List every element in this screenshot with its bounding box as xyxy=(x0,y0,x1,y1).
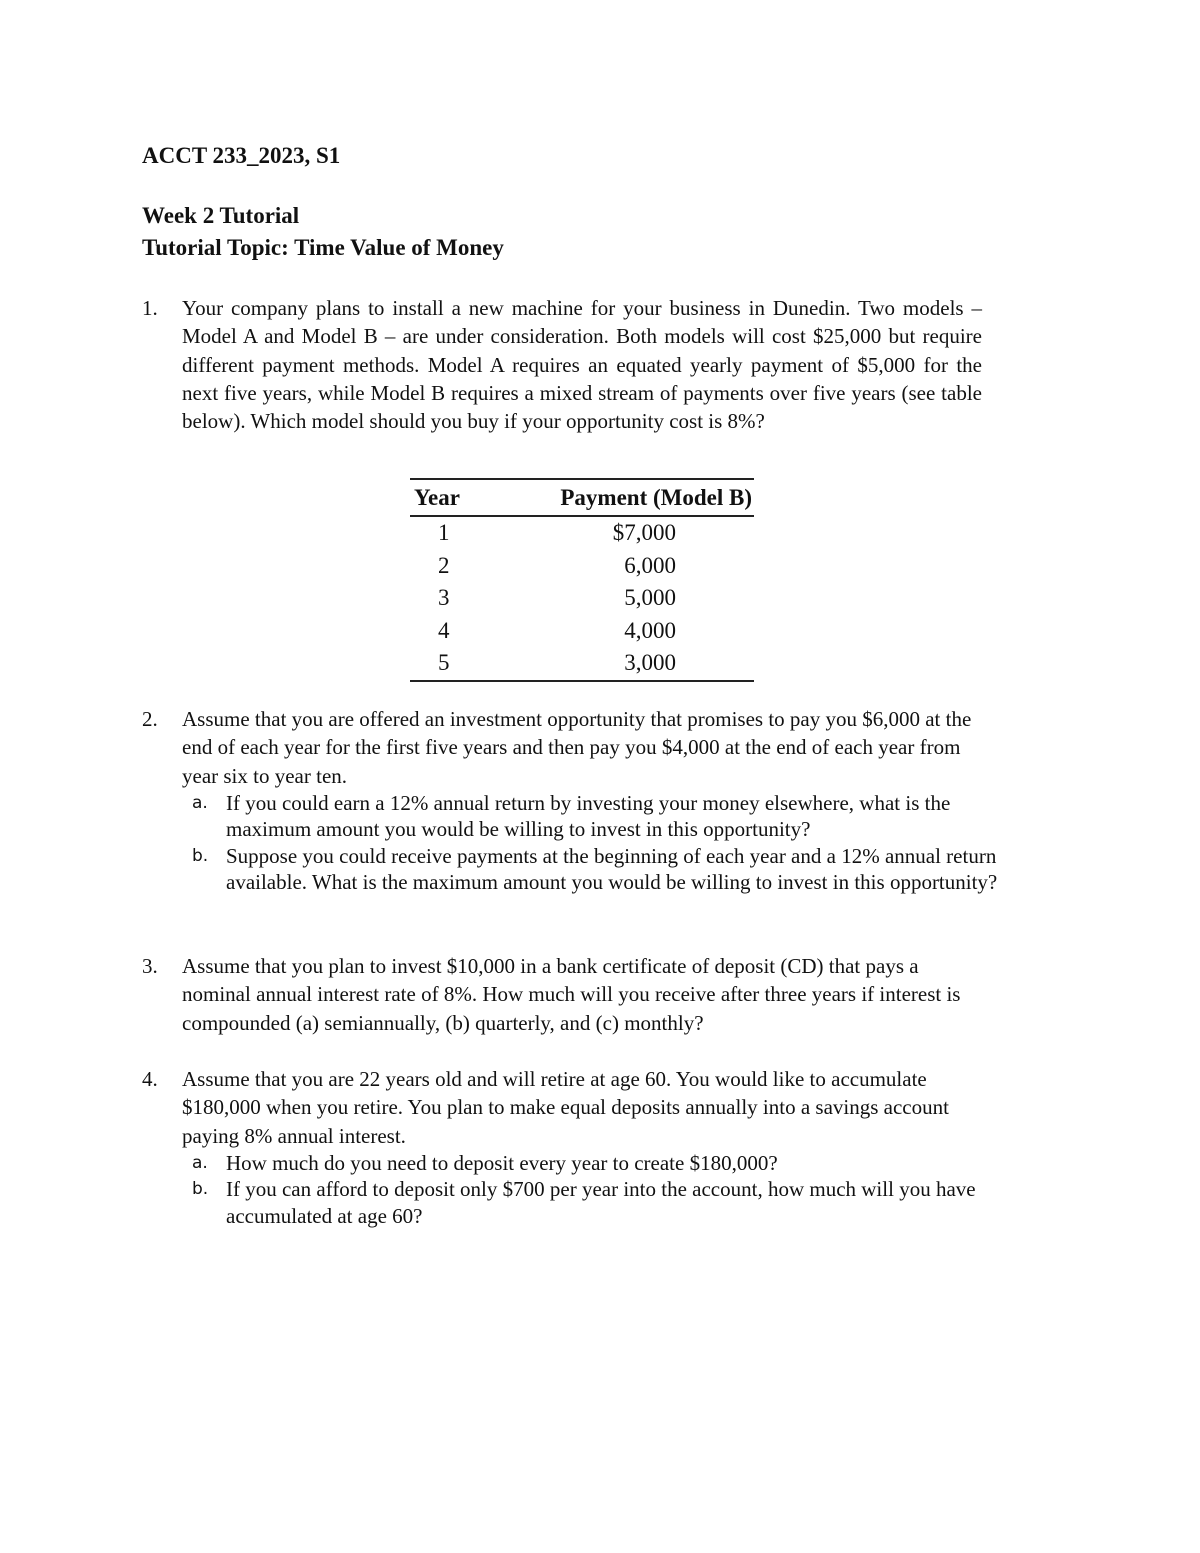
question-3 xyxy=(142,952,982,1037)
question-number: 4. xyxy=(142,1067,158,1091)
cell-payment: 5,000 xyxy=(624,585,676,611)
sub-question-label: a. xyxy=(192,792,208,813)
table-row xyxy=(410,582,754,615)
sub-question-b xyxy=(192,843,1012,896)
question-text: Assume that you are 22 years old and will retire at age 60. You would like to accumulate $180,000 when you retire. You plan to make equal deposits annually into a savings account paying 8% annual interest. xyxy=(182,1067,949,1148)
sub-question-a xyxy=(192,1150,1012,1177)
cell-year: 5 xyxy=(410,647,514,681)
sub-question-text: If you could earn a 12% annual return by investing your money elsewhere, what is the maximum amount you would be willing to invest in this opportunity? xyxy=(226,790,951,842)
table-row xyxy=(410,550,754,583)
table-row xyxy=(410,615,754,648)
question-number: 3. xyxy=(142,954,158,978)
course-code: ACCT 233_2023, S1 xyxy=(142,143,341,168)
table-header-row xyxy=(410,479,754,516)
question-4 xyxy=(142,1065,982,1229)
cell-payment: 6,000 xyxy=(624,552,676,578)
cell-payment: 3,000 xyxy=(514,647,754,681)
sub-question-label: b. xyxy=(192,845,209,866)
question-text: Your company plans to install a new machine for your business in Dunedin. Two models – Model A and Model B – are under consideration. Both models will cost $25,000 but require different payment methods. Model A requires an equated yearly payment of $5,000 for the next five years, while Model B requires a mixed stream of payments over five years (see table below). Which model should you buy if your opportunity cost is 8%? xyxy=(182,296,982,434)
question-text: Assume that you are offered an investment opportunity that promises to pay you $6,000 at the end of each year for the first five years and then pay you $4,000 at the end of each year from year six to year ten. xyxy=(182,707,972,788)
topic-title: Tutorial Topic: Time Value of Money xyxy=(142,235,504,260)
question-number: 2. xyxy=(142,707,158,731)
cell-year: 4 xyxy=(438,617,450,643)
table-row xyxy=(410,647,754,681)
sub-question-text: Suppose you could receive payments at the beginning of each year and a 12% annual return available. What is the maximum amount you would be willing to invest in this opportunity? xyxy=(226,843,998,895)
question-1 xyxy=(142,294,982,435)
question-text: Assume that you plan to invest $10,000 in a bank certificate of deposit (CD) that pays a nominal annual interest rate of 8%. How much will you receive after three years if interest is compounded (a) semiannually, (b) quarterly, and (c) monthly? xyxy=(182,954,961,1035)
sub-question-b xyxy=(192,1176,1012,1229)
column-header-year: Year xyxy=(410,479,514,516)
sub-question-text: How much do you need to deposit every year to create $180,000? xyxy=(226,1150,778,1175)
sub-question-label: a. xyxy=(192,1152,208,1173)
payment-table-container xyxy=(410,478,754,682)
cell-year: 2 xyxy=(438,552,450,578)
cell-year: 3 xyxy=(438,585,450,611)
sub-question-label: b. xyxy=(192,1179,209,1200)
cell-payment: 4,000 xyxy=(624,617,676,643)
cell-payment: $7,000 xyxy=(612,520,676,546)
column-header-payment: Payment (Model B) xyxy=(514,479,754,516)
sub-question-a xyxy=(192,790,1012,843)
week-title: Week 2 Tutorial xyxy=(142,203,300,228)
cell-year: 1 xyxy=(438,520,450,546)
payment-table xyxy=(410,478,754,682)
table-row xyxy=(410,516,754,550)
question-number: 1. xyxy=(142,296,158,320)
sub-question-text: If you can afford to deposit only $700 per year into the account, how much will you have accumulated at age 60? xyxy=(226,1177,976,1228)
question-2 xyxy=(142,705,998,896)
